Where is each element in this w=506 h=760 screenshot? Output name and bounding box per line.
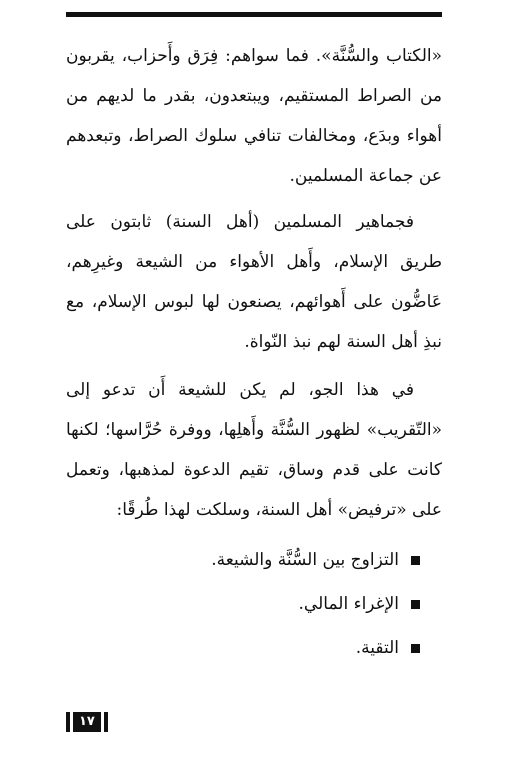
header-rule <box>66 12 442 17</box>
paragraph-continuation: «الكتاب والسُّنَّة». فما سواهم: فِرَق وأَحزاب، يقربون من الصراط المستقيم، ويبتعدون، بقدر ما لديهم من أهواء وبدَع، ومخالفات تنافي سلوك الصراط، وتبعدهم عن جماعة المسلمين. <box>66 46 442 186</box>
folio-left-bar <box>66 712 70 732</box>
list-item-text: التزاوج بين السُّنَّة والشيعة. <box>211 550 399 570</box>
methods-list <box>66 538 442 670</box>
list-item <box>66 538 420 582</box>
page-number-box <box>66 712 108 732</box>
list-item-text: الإغراء المالي. <box>298 594 399 614</box>
paragraph-shia-methods: في هذا الجو، لم يكن للشيعة أَن تدعو إلى «التّقريب» لظهور السُّنَّة وأَهلِها، ووفرة حُرَّاسها؛ لكنها كانت على قدم وساق، تقيم الدعوة لمذهبها، وتعمل على «ترفيض» أهل السنة، وسلكت لهذا طُرقًا: <box>66 380 442 520</box>
square-bullet-icon <box>411 644 420 653</box>
list-item-text: التقية. <box>355 638 399 658</box>
paragraph-sunni-majority: فجماهير المسلمين (أهل السنة) ثابتون على طريق الإسلام، وأَهل الأهواء من الشيعة وغيرِهم، عَاضُّون على أَهوائهم، يصنعون لها لبوس الإسلام، مع نبذِ أهل السنة لهم نبذ النّواة. <box>66 212 442 352</box>
square-bullet-icon <box>411 600 420 609</box>
square-bullet-icon <box>411 556 420 565</box>
body-text <box>66 36 442 670</box>
page-number: ١٧ <box>73 712 101 732</box>
list-item <box>66 626 420 670</box>
list-item <box>66 582 420 626</box>
folio-right-bar <box>104 712 108 732</box>
